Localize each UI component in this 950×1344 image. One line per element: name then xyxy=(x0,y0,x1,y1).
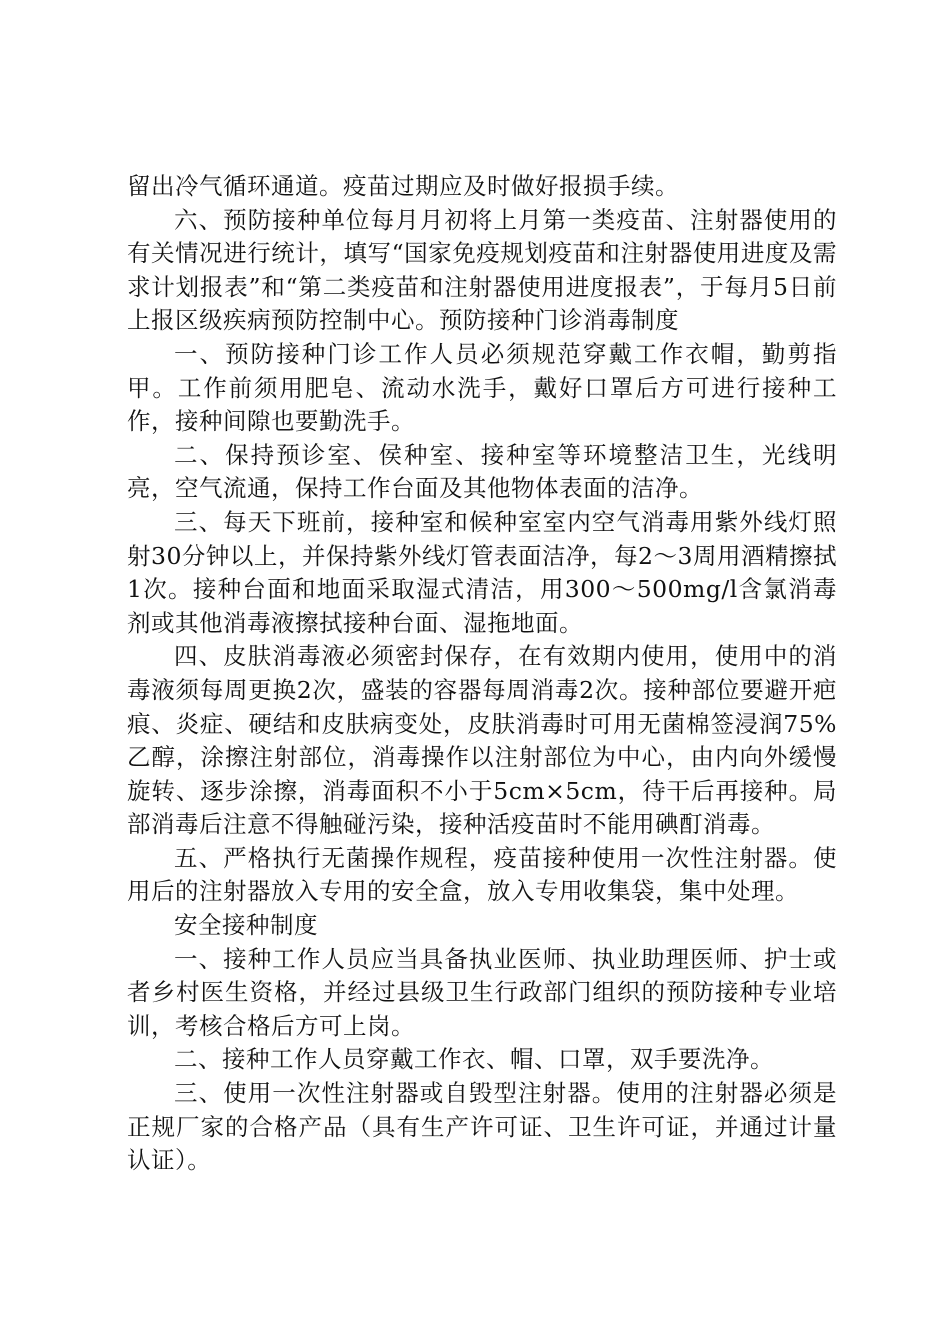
section-heading-safe-vaccination: 安全接种制度 xyxy=(174,911,318,940)
paragraph-disinfection-rule-5: 五、严格执行无菌操作规程，疫苗接种使用一次性注射器。使用后的注射器放入专用的安全盒，放入专用收集袋，集中处理。 xyxy=(127,843,837,906)
paragraph-safety-rule-1: 一、接种工作人员应当具备执业医师、执业助理医师、护士或者乡村医生资格，并经过县级卫生行政部门组织的预防接种专业培训，考核合格后方可上岗。 xyxy=(127,944,837,1040)
paragraph-safety-rule-2: 二、接种工作人员穿戴工作衣、帽、口罩，双手要洗净。 xyxy=(174,1045,774,1074)
paragraph-disinfection-rule-4: 四、皮肤消毒液必须密封保存，在有效期内使用，使用中的消毒液须每周更换2次，盛装的容器每周消毒2次。接种部位要避开疤痕、炎症、硬结和皮肤病变处，皮肤消毒时可用无菌棉签浸润75%乙醇，涂擦注射部位，消毒操作以注射部位为中心，由内向外缓慢旋转、逐步涂擦，消毒面积不小于5cm×5cm，待干后再接种。局部消毒后注意不得触碰污染，接种活疫苗时不能用碘酊消毒。 xyxy=(127,642,837,839)
paragraph-disinfection-rule-3: 三、每天下班前，接种室和候种室室内空气消毒用紫外线灯照射30分钟以上，并保持紫外线灯管表面洁净，每2～3周用酒精擦拭1次。接种台面和地面采取湿式清洁，用300～500mg/l含氯消毒剂或其他消毒液擦拭接种台面、湿拖地面。 xyxy=(127,507,837,637)
document-body xyxy=(127,170,837,1178)
paragraph-monthly-statistics: 六、预防接种单位每月月初将上月第一类疫苗、注射器使用的有关情况进行统计，填写“国家免疫规划疫苗和注射器使用进度及需求计划报表”和“第二类疫苗和注射器使用进度报表”，于每月5日前上报区级疾病预防控制中心。预防接种门诊消毒制度 xyxy=(127,205,837,335)
paragraph-safety-rule-3: 三、使用一次性注射器或自毁型注射器。使用的注射器必须是正规厂家的合格产品（具有生产许可证、卫生许可证，并通过计量认证）。 xyxy=(127,1079,837,1175)
paragraph-cold-air-channel: 留出冷气循环通道。疫苗过期应及时做好报损手续。 xyxy=(127,172,679,200)
paragraph-disinfection-rule-2: 二、保持预诊室、侯种室、接种室等环境整洁卫生，光线明亮，空气流通，保持工作台面及其他物体表面的洁净。 xyxy=(127,440,837,503)
paragraph-disinfection-rule-1: 一、预防接种门诊工作人员必须规范穿戴工作衣帽，勤剪指甲。工作前须用肥皂、流动水洗手，戴好口罩后方可进行接种工作，接种间隙也要勤洗手。 xyxy=(127,339,837,436)
